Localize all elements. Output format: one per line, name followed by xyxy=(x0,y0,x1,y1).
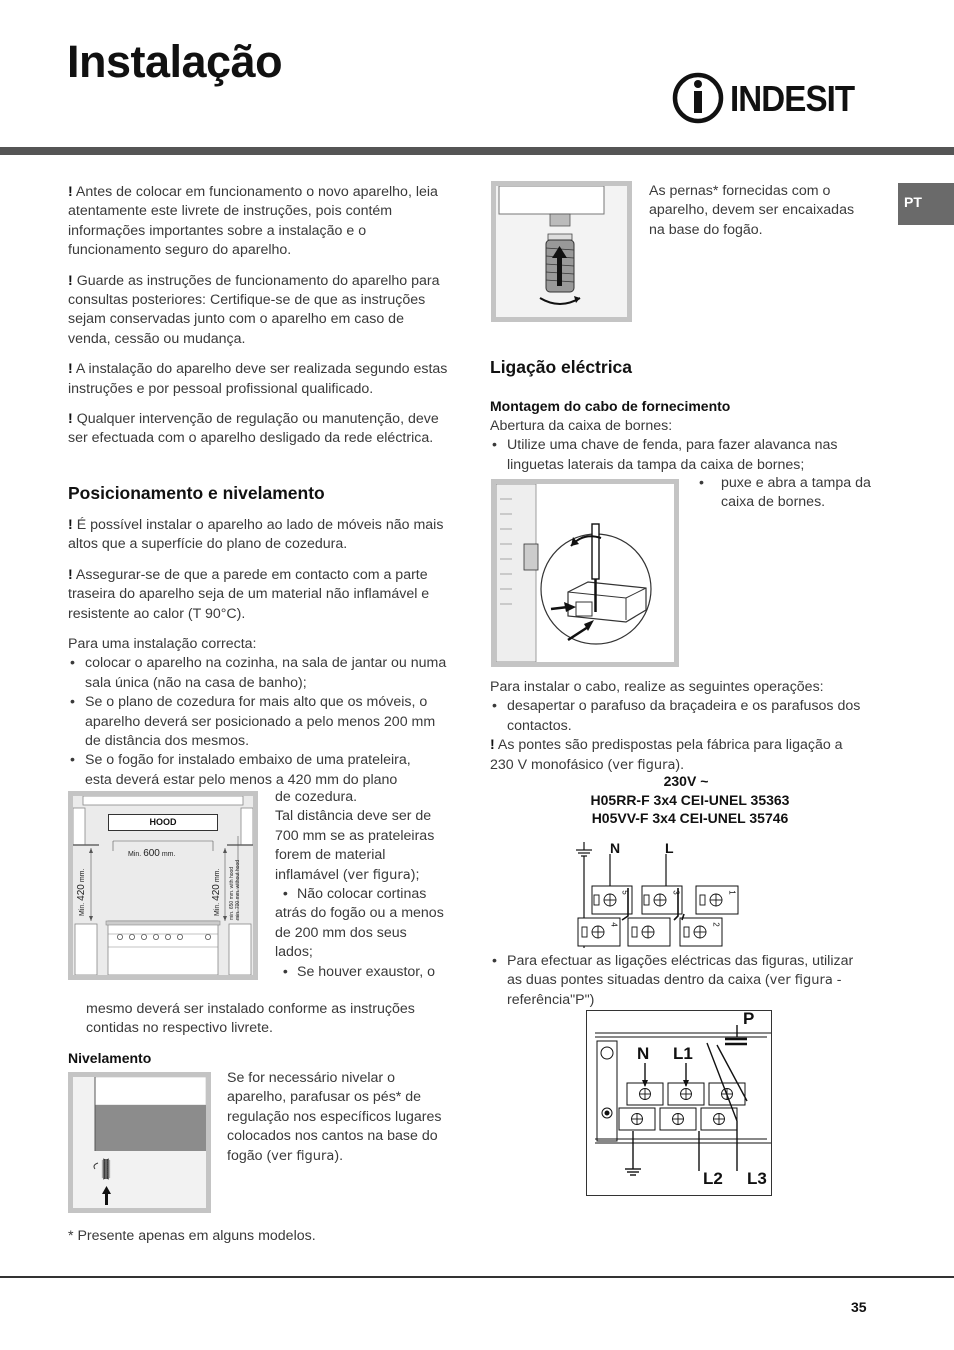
curtain-note: • Não colocar cortinas atrás do fogão ou a menos de 200 mm dos seus lados; xyxy=(275,886,444,961)
page-title: Instalação xyxy=(67,36,283,87)
installation-list xyxy=(68,654,448,790)
opening-lead: Abertura da caixa de bornes: xyxy=(490,418,673,434)
cable-install xyxy=(490,678,870,775)
opening-list-2 xyxy=(697,474,872,513)
footer-rule xyxy=(0,1276,954,1278)
terminal-bridge-icon xyxy=(587,1011,771,1195)
language-tab-label: PT xyxy=(904,194,922,210)
opening-list xyxy=(490,436,870,475)
page-number: 35 xyxy=(851,1299,867,1315)
legs-figure xyxy=(491,181,632,322)
shelf-continuation xyxy=(275,788,447,982)
note-paragraph: ! É possível instalar o aparelho ao lado de móveis não mais altos que a superfície do plano de cozedura. xyxy=(68,517,444,553)
cable-spec-2: H05VV-F 3x4 CEI-UNEL 35746 xyxy=(591,810,789,826)
shelf-distance-text: Tal distância deve ser de 700 mm se as prateleiras forem de material inflamável (ver figura); xyxy=(275,808,435,883)
leveling-text: Se for necessário nivelar o aparelho, parafusar os pés* de regulação nos específicos lugares colocados nos cantos na base do fogão (ver figura). xyxy=(227,1070,442,1164)
hood-box: HOOD xyxy=(108,814,218,831)
hood-note-start: • Se houver exaustor, o xyxy=(275,963,436,980)
terminal-2-label: 2 xyxy=(711,922,721,927)
note-paragraph: ! Assegurar-se de que a parede em contacto com a parte traseira do aparelho seja de um material não inflamável e resistente ao calor (T 90°C). xyxy=(68,566,430,622)
neutral-label: N xyxy=(610,840,621,856)
see-figure-link: ver figura xyxy=(347,867,411,883)
terminal-1-label: 1 xyxy=(727,890,737,895)
list-item: • Se o fogão for instalado embaixo de uma prateleira, esta deverá estar pelo menos a 420 mm do plano xyxy=(68,751,448,790)
left-420-label: Min. 420 mm. xyxy=(76,868,87,916)
terminal-opening xyxy=(490,417,870,475)
note-paragraph: ! Antes de colocar em funcionamento o novo aparelho, leia atentamente este livrete de instruções, pois contém informações importantes sobre a instalação e o funcionamento seguro do aparelho. xyxy=(68,184,438,259)
bridge-l3-label: L3 xyxy=(747,1169,767,1188)
bridges-note xyxy=(490,952,870,1010)
terminal-4-label: 4 xyxy=(609,922,619,927)
bridge-note: ! As pontes são predispostas pela fábrica para ligação a 230 V monofásico (ver figura). xyxy=(490,737,843,773)
bridge-n-label: N xyxy=(637,1044,650,1063)
positioning-notes xyxy=(68,516,448,790)
list-item: • Utilize uma chave de fenda, para fazer alavanca nas linguetas laterais da tampa da caixa de bornes; xyxy=(490,436,870,475)
right-420-label: Min. 420 mm. xyxy=(211,868,222,916)
terminal-block-icon xyxy=(570,836,745,948)
bridges-list xyxy=(490,952,870,1010)
installation-lead: Para uma instalação correcta: xyxy=(68,636,257,653)
voltage-spec: 230V ~ xyxy=(663,773,709,789)
cable-specs xyxy=(540,772,840,828)
note-paragraph: ! Qualquer intervenção de regulação ou manutenção, deve ser efectuada com o aparelho desligado da rede eléctrica. xyxy=(68,411,439,447)
list-item: • desapertar o parafuso da braçadeira e os parafusos dos contactos. xyxy=(490,697,870,736)
cable-spec-1: H05RR-F 3x4 CEI-UNEL 35363 xyxy=(590,791,790,808)
cable-subheading: Montagem do cabo de fornecimento xyxy=(490,398,731,414)
hood-clearance-figure xyxy=(68,791,258,980)
terminal-5-label: 5 xyxy=(620,890,630,895)
list-item: • Para efectuar as ligações eléctricas das figuras, utilizar as duas pontes situadas dentro da caixa (ver figura - referência"P") xyxy=(490,952,870,1010)
hood-note-end: mesmo deverá ser instalado conforme as instruções contidas no respectivo livrete. xyxy=(86,1001,415,1037)
note-paragraph: ! A instalação do aparelho deve ser realizada segundo estas instruções e por pessoal profissional qualificado. xyxy=(68,361,448,397)
install-lead: Para instalar o cabo, realize as seguintes operações: xyxy=(490,679,824,695)
see-figure-link: ver figura xyxy=(769,973,833,989)
legs-text: As pernas* fornecidas com o aparelho, devem ser encaixadas na base do fogão. xyxy=(649,183,855,238)
terminal-wiring-diagram xyxy=(570,836,745,948)
leveling-figure xyxy=(68,1072,211,1213)
electrical-heading: Ligação eléctrica xyxy=(490,357,633,377)
language-tab xyxy=(898,183,954,225)
intro-notes xyxy=(68,183,448,449)
hood-distance-note: min. 650 mm. with hood min. 700 mm. without hood xyxy=(229,859,241,920)
leveling-heading: Nivelamento xyxy=(68,1050,152,1066)
install-list xyxy=(490,697,870,736)
bridge-l2-label: L2 xyxy=(703,1169,723,1188)
see-figure-link: ver figura xyxy=(271,1148,335,1164)
terminal-3-label: 3 xyxy=(671,890,681,895)
see-figure-link: ver figura xyxy=(612,757,676,773)
min-600-label: Min. 600 mm. xyxy=(128,848,176,859)
brand-name: INDESIT xyxy=(730,78,855,119)
leg-screw-icon xyxy=(496,186,627,317)
header-rule xyxy=(0,147,954,155)
screwdriver-terminal-icon xyxy=(496,484,674,662)
shelf-end-line: de cozedura. xyxy=(275,789,358,805)
open-cover-step xyxy=(697,474,872,513)
line-label: L xyxy=(665,840,674,856)
list-item: • colocar o aparelho na cozinha, na sala de jantar ou numa sala única (não na casa de banho); xyxy=(68,654,448,693)
positioning-heading: Posicionamento e nivelamento xyxy=(68,483,325,503)
terminal-box-figure xyxy=(491,479,679,667)
leveling-foot-icon xyxy=(73,1077,206,1208)
footnote: * Presente apenas em alguns modelos. xyxy=(68,1228,316,1244)
brand-logo xyxy=(670,72,870,128)
list-item: • Se o plano de cozedura for mais alto que os móveis, o aparelho deverá ser posicionado a pelo menos 200 mm de distância dos mesmos. xyxy=(68,693,448,751)
bridge-l1-label: L1 xyxy=(673,1044,693,1063)
note-paragraph: ! Guarde as instruções de funcionamento do aparelho para consultas posteriores: Certifique-se de que as instruções sejam conservadas junto com o aparelho em caso de venda, cessão ou mudança. xyxy=(68,272,440,347)
bridge-p-label: P xyxy=(743,1009,755,1028)
list-item: • puxe e abra a tampa da caixa de bornes. xyxy=(697,474,872,513)
bridge-diagram xyxy=(586,1010,772,1196)
